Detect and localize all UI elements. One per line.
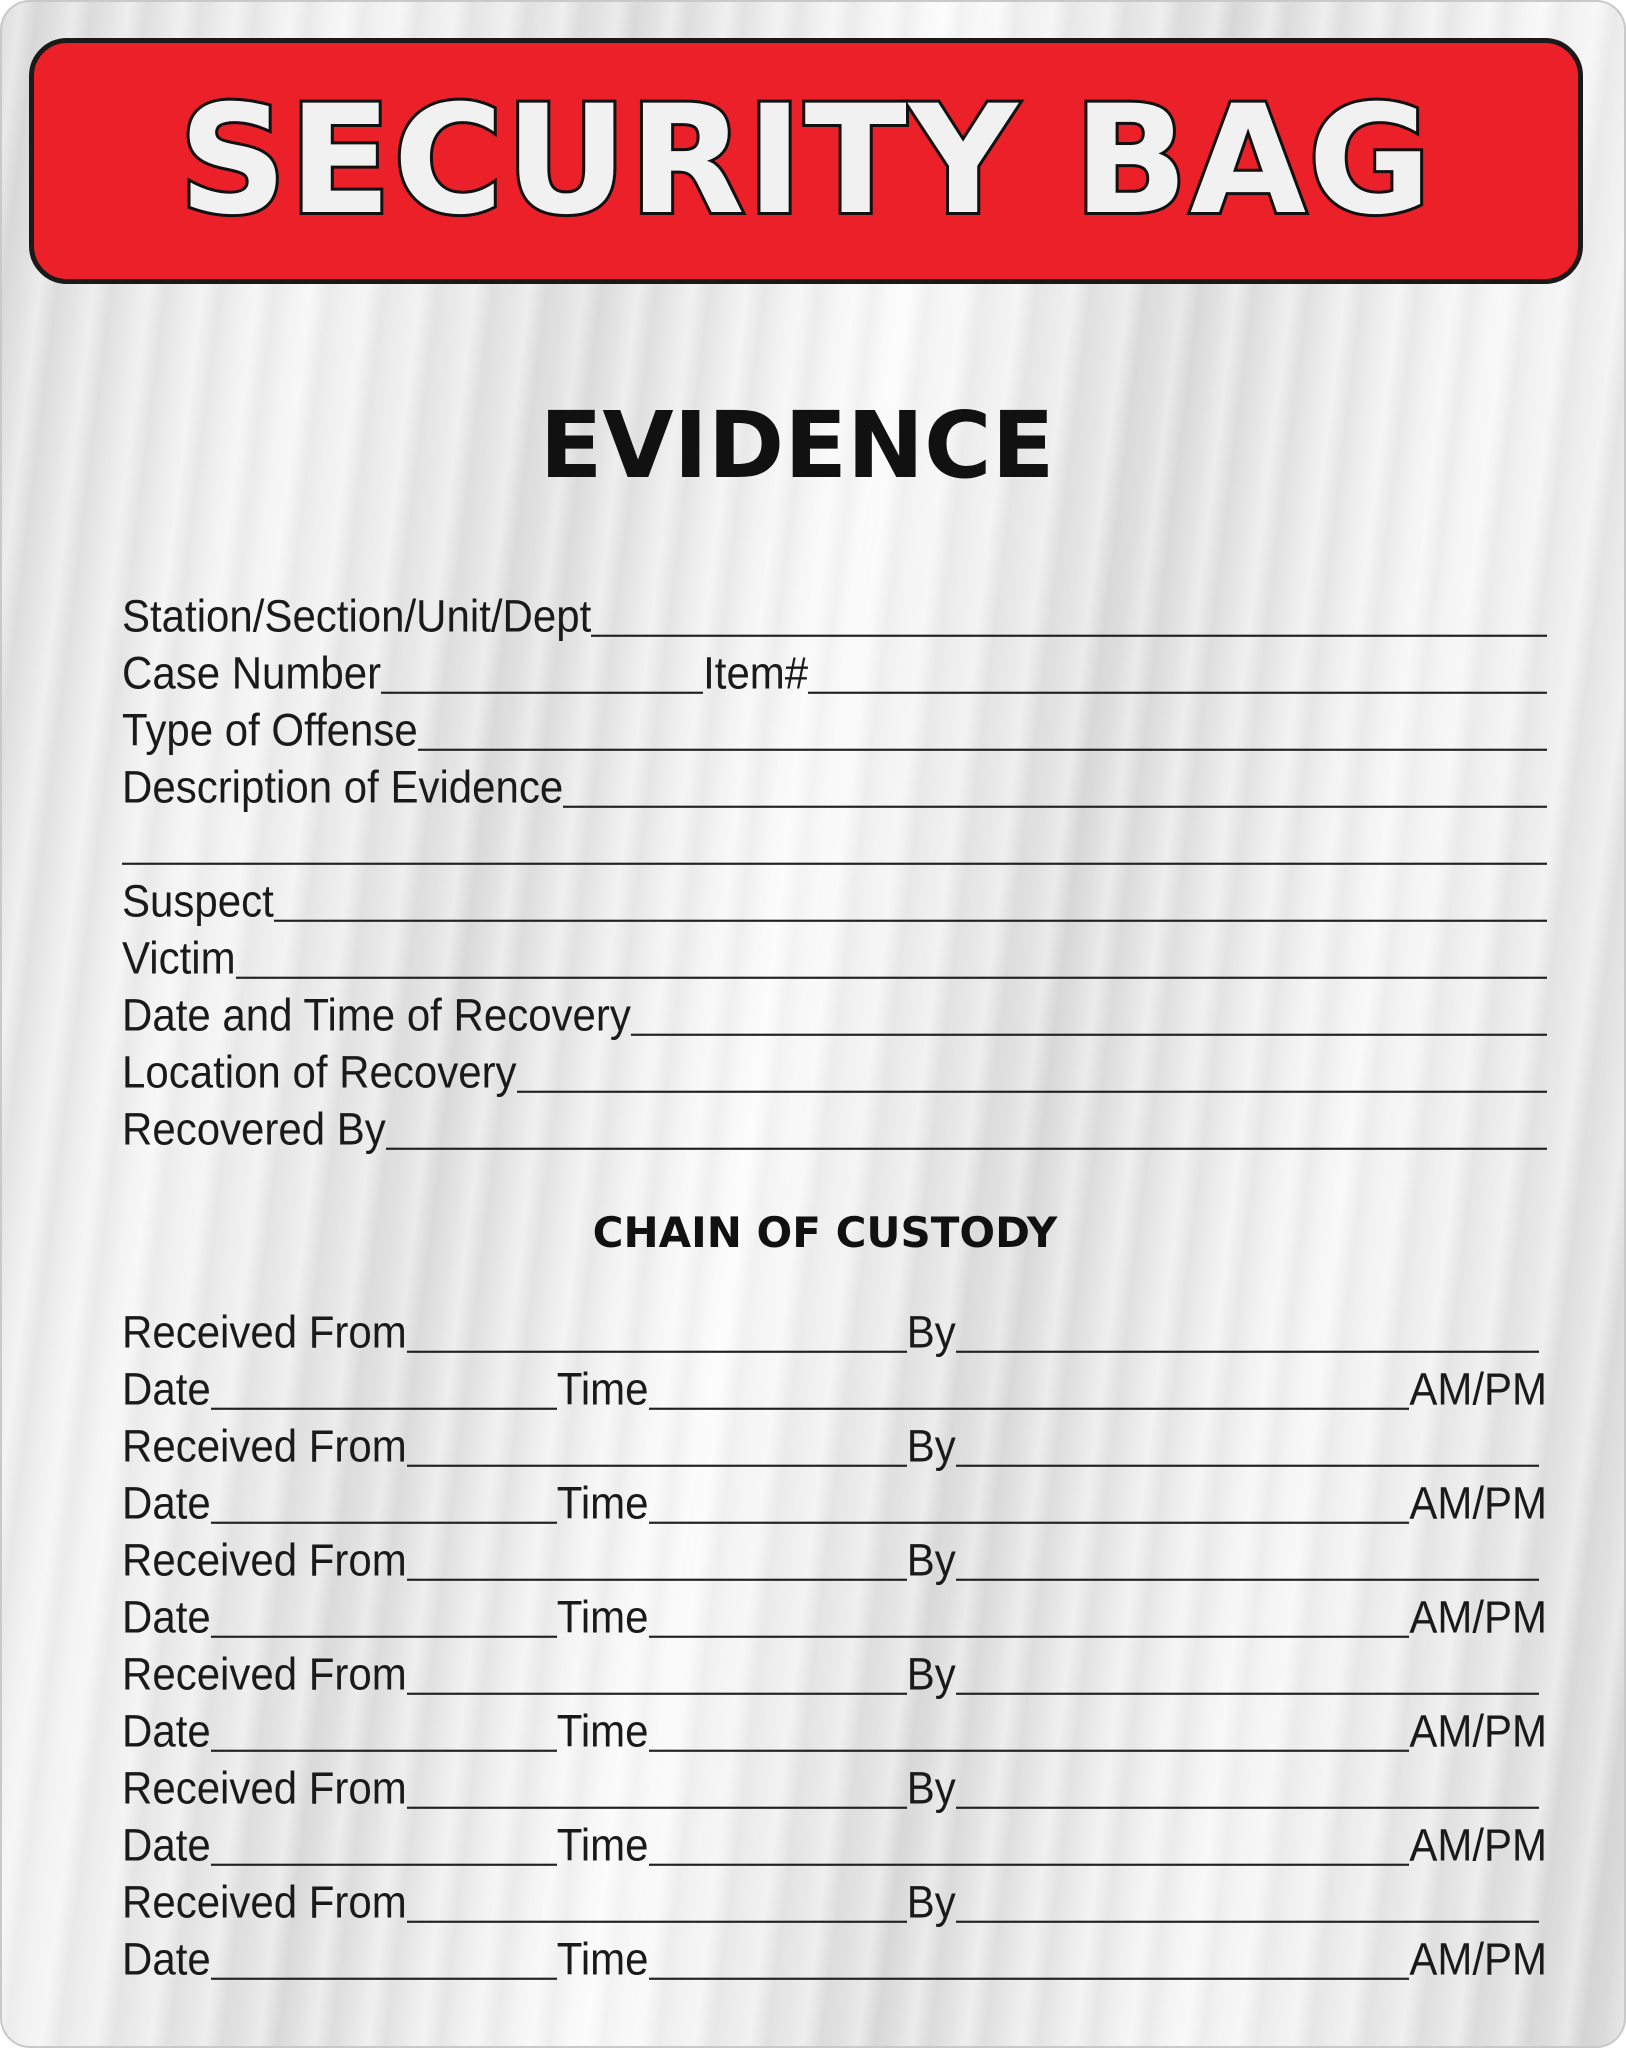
description-field	[122, 748, 1547, 813]
ampm-label: AM/PM	[1409, 1363, 1547, 1415]
date-time-row	[122, 1806, 1547, 1871]
victim-field	[122, 919, 1547, 984]
date-time-recovery-label: Date and Time of Recovery	[122, 989, 631, 1041]
date-label: Date	[122, 1477, 211, 1529]
victim-label: Victim	[122, 932, 236, 984]
by-label: By	[906, 1420, 956, 1472]
received-from-label: Received From	[122, 1876, 407, 1928]
date-time-row	[122, 1464, 1547, 1529]
chain-of-custody-heading: CHAIN OF CUSTODY	[592, 1208, 1058, 1257]
type-of-offense-label: Type of Offense	[122, 704, 418, 756]
by-label: By	[906, 1876, 956, 1928]
received-from-label: Received From	[122, 1762, 407, 1814]
received-from-row	[122, 1749, 1547, 1814]
ampm-label: AM/PM	[1409, 1819, 1547, 1871]
date-label: Date	[122, 1591, 211, 1643]
time-label: Time	[556, 1705, 649, 1757]
security-bag-banner	[29, 38, 1583, 284]
recovered-by-field	[122, 1090, 1547, 1155]
time-label: Time	[556, 1591, 649, 1643]
by-label: By	[906, 1306, 956, 1358]
time-label: Time	[556, 1933, 649, 1985]
location-recovery-label: Location of Recovery	[122, 1046, 517, 1098]
ampm-label: AM/PM	[1409, 1591, 1547, 1643]
received-from-label: Received From	[122, 1306, 407, 1358]
received-from-label: Received From	[122, 1420, 407, 1472]
by-label: By	[906, 1534, 956, 1586]
case-number-field	[122, 634, 1547, 699]
by-label: By	[906, 1648, 956, 1700]
received-from-row	[122, 1521, 1547, 1586]
recovered-by-label: Recovered By	[122, 1103, 386, 1155]
item-label: Item#	[703, 647, 809, 699]
station-label: Station/Section/Unit/Dept	[122, 590, 592, 642]
time-label: Time	[556, 1477, 649, 1529]
received-from-label: Received From	[122, 1534, 407, 1586]
banner-title: SECURITY BAG	[178, 74, 1434, 248]
case-number-label: Case Number	[122, 647, 382, 699]
location-recovery-field	[122, 1033, 1547, 1098]
time-label: Time	[556, 1363, 649, 1415]
time-label: Time	[556, 1819, 649, 1871]
received-from-label: Received From	[122, 1648, 407, 1700]
date-label: Date	[122, 1819, 211, 1871]
date-time-row	[122, 1350, 1547, 1415]
date-time-row	[122, 1920, 1547, 1985]
ampm-label: AM/PM	[1409, 1477, 1547, 1529]
suspect-field	[122, 862, 1547, 927]
date-time-row	[122, 1578, 1547, 1643]
date-time-row	[122, 1692, 1547, 1757]
date-label: Date	[122, 1933, 211, 1985]
ampm-label: AM/PM	[1409, 1933, 1547, 1985]
suspect-label: Suspect	[122, 875, 274, 927]
date-label: Date	[122, 1705, 211, 1757]
received-from-row	[122, 1407, 1547, 1472]
time-blank[interactable]	[649, 1977, 1410, 1980]
recovered-by-blank[interactable]	[386, 1147, 1547, 1150]
date-label: Date	[122, 1363, 211, 1415]
received-from-row	[122, 1863, 1547, 1928]
received-from-row	[122, 1635, 1547, 1700]
by-label: By	[906, 1762, 956, 1814]
date-blank[interactable]	[211, 1977, 557, 1980]
type-of-offense-field	[122, 691, 1547, 756]
evidence-heading: EVIDENCE	[539, 392, 1055, 499]
ampm-label: AM/PM	[1409, 1705, 1547, 1757]
description-continuation	[122, 805, 1547, 867]
date-time-recovery-field	[122, 976, 1547, 1041]
received-from-row	[122, 1293, 1547, 1358]
station-field	[122, 577, 1547, 642]
description-label: Description of Evidence	[122, 761, 564, 813]
